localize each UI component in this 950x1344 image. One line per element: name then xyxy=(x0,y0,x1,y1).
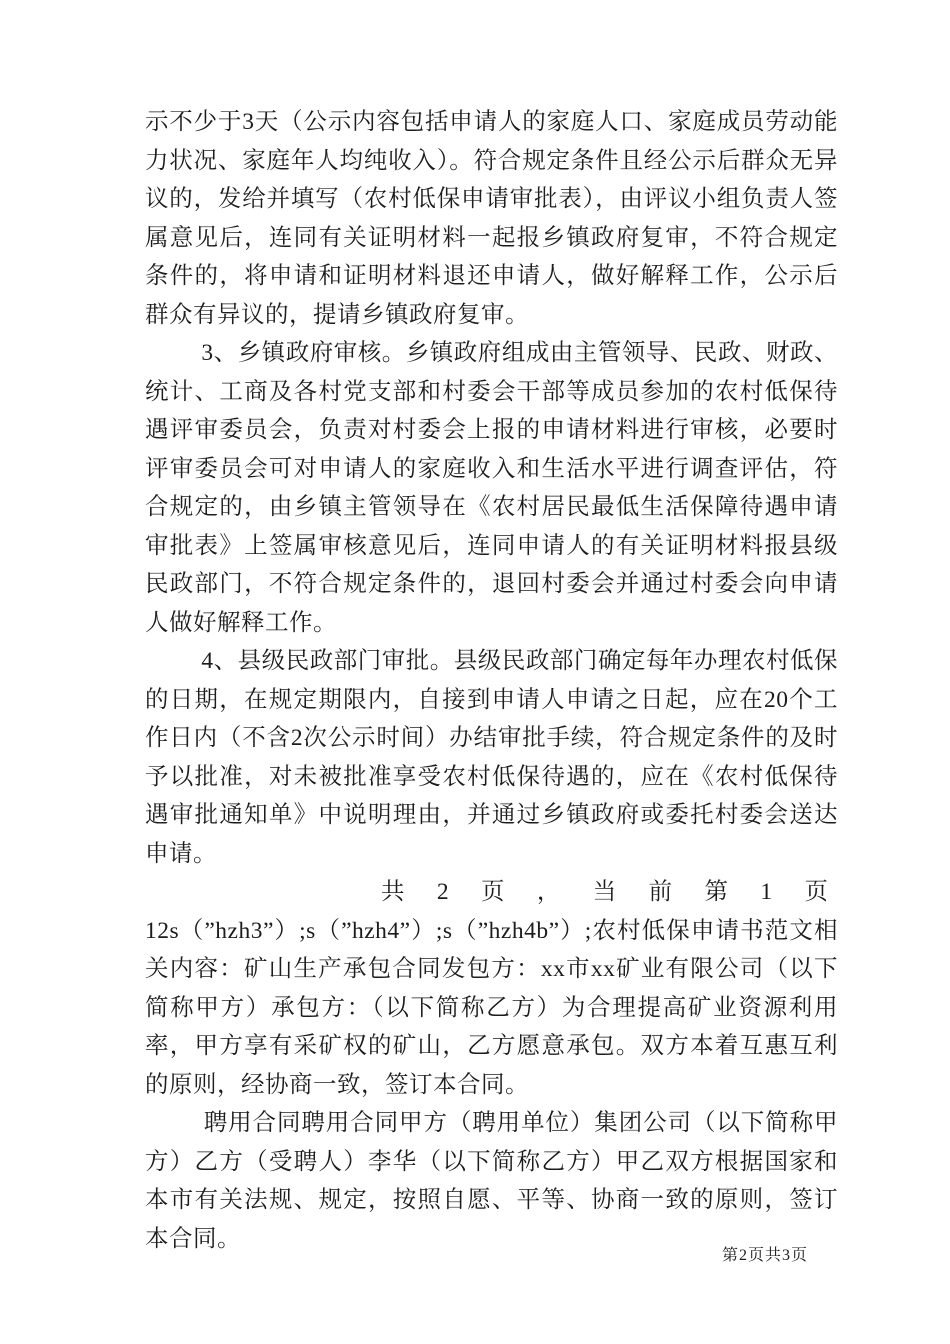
pagination-char: 页 xyxy=(481,879,505,905)
pagination-char: 共 xyxy=(381,879,405,905)
pagination-char: 页 xyxy=(804,879,828,905)
pagination-char: 1 xyxy=(760,879,773,905)
page-number-footer: 第2页共3页 xyxy=(721,1247,808,1264)
paragraph-township-government-review: 3、乡镇政府审核。乡镇政府组成由主管领导、民政、财政、统计、工商及各村党支部和村委会干部等成员参加的农村低保待遇评审委员会，负责对村委会上报的申请材料进行审核，必要时评审委员会可对申请人的家庭收入和生活水平进行调查评估，符合规定的，由乡镇主管领导在《农村居民最低生活保障待遇申请审批表》上签属审核意见后，连同申请人的有关证明材料报县级民政部门，不符合规定条件的，退回村委会并通过村委会向申请人做好解释工作。 xyxy=(145,340,838,636)
paragraph-employment-contract: 聘用合同聘用合同甲方（聘用单位）集团公司（以下简称甲方）乙方（受聘人）李华（以下简称乙方）甲乙双方根据国家和本市有关法规、规定，按照自愿、平等、协商一致的原则，签订本合同。 xyxy=(145,1110,838,1252)
pagination-char: 前 xyxy=(648,879,673,905)
pagination-char: 当 xyxy=(592,879,617,905)
pagination-char: 第 xyxy=(704,879,728,905)
pagination-char: 2 xyxy=(436,879,449,905)
paragraph-county-civil-affairs-approval: 4、县级民政部门审批。县级民政部门确定每年办理农村低保的日期，在规定期限内，自接到申请人申请之日起，应在20个工作日内（不含2次公示时间）办结审批手续，符合规定条件的及时予以批准，对未被批准享受农村低保待遇的，应在《农村低保待遇审批通知单》中说明理由，并通过乡镇政府或委托村委会送达申请。 xyxy=(145,648,838,867)
pagination-char: ， xyxy=(536,879,561,905)
paragraph-application-review-continuation: 示不少于3天（公示内容包括申请人的家庭人口、家庭成员劳动能力状况、家庭年人均纯收入）。符合规定条件且经公示后群众无异议的，发给并填写（农村低保申请审批表），由评议小组负责人签属意见后，连同有关证明材料一起报乡镇政府复审，不符合规定条件的，将申请和证明材料退还申请人，做好解释工作，公示后群众有异议的，提请乡镇政府复审。 xyxy=(145,109,838,328)
paragraph-template-code-and-mining-contract: 12s（”hzh3”）;s（”hzh4”）;s（”hzh4b”）;农村低保申请书范文相关内容：矿山生产承包合同发包方：xx市xx矿业有限公司（以下简称甲方）承包方：（以下简称乙方）为合理提高矿业资源利用率，甲方享有采矿权的矿山，乙方愿意承包。双方本着互惠互利的原则，经协商一致，签订本合同。 xyxy=(145,917,838,1098)
pagination-line xyxy=(381,873,828,912)
document-body xyxy=(145,103,838,1258)
